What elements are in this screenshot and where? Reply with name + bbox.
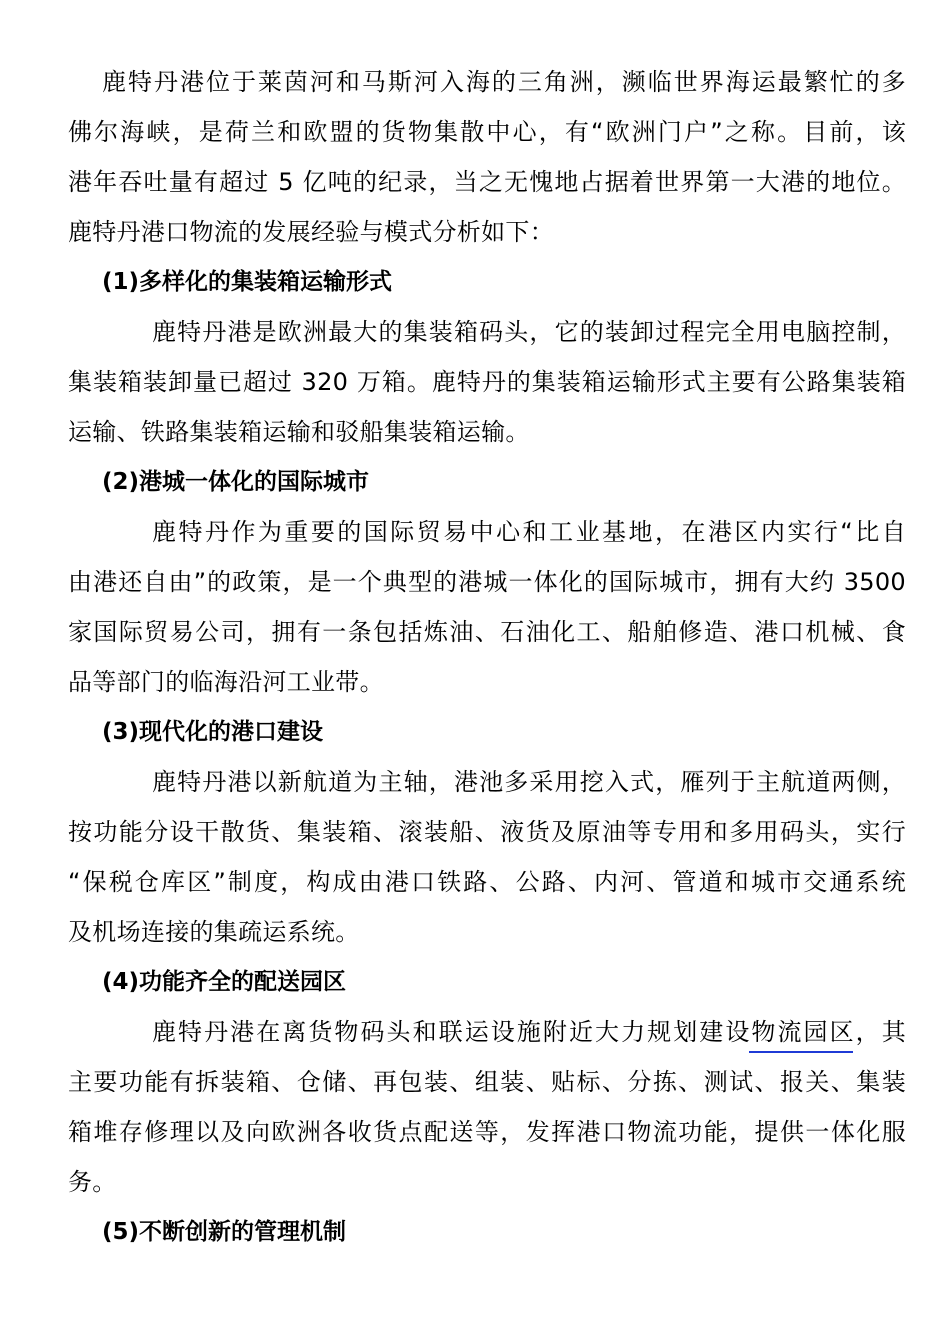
section-heading-1: (1)多样化的集装箱运输形式: [102, 269, 393, 295]
intro-line-4: 鹿特丹港口物流的发展经验与模式分析如下：: [68, 218, 554, 246]
s3-line-1: 鹿特丹港以新航道为主轴，港池多采用挖入式，雁列于主航道两侧，: [152, 768, 906, 796]
section-heading-4: (4)功能齐全的配送园区: [102, 969, 347, 995]
s1-line-3: 运输、铁路集装箱运输和驳船集装箱运输。: [68, 418, 530, 446]
s1-line-2: 集装箱装卸量已超过 320 万箱。鹿特丹的集装箱运输形式主要有公路集装箱: [68, 368, 906, 396]
s2-line-2: 由港还自由”的政策，是一个典型的港城一体化的国际城市，拥有大约 3500: [68, 568, 906, 596]
s4-line-4: 务。: [68, 1168, 117, 1196]
s1-line-1: 鹿特丹港是欧洲最大的集装箱码头，它的装卸过程完全用电脑控制，: [152, 318, 906, 346]
section-heading-2: (2)港城一体化的国际城市: [102, 469, 370, 495]
s2-line-3: 家国际贸易公司，拥有一条包括炼油、石油化工、船舶修造、港口机械、食: [68, 618, 906, 646]
s3-line-3: “保税仓库区”制度，构成由港口铁路、公路、内河、管道和城市交通系统: [68, 868, 906, 896]
s2-line-1: 鹿特丹作为重要的国际贸易中心和工业基地，在港区内实行“比自: [152, 518, 906, 546]
s4-line-1: 鹿特丹港在离货物码头和联运设施附近大力规划建设物流园区，其: [152, 1018, 906, 1046]
s3-line-2: 按功能分设干散货、集装箱、滚装船、液货及原油等专用和多用码头，实行: [68, 818, 906, 846]
section-heading-5: (5)不断创新的管理机制: [102, 1219, 347, 1245]
intro-line-3: 港年吞吐量有超过 5 亿吨的纪录，当之无愧地占据着世界第一大港的地位。: [68, 168, 906, 196]
s2-line-4: 品等部门的临海沿河工业带。: [68, 668, 384, 696]
intro-line-2: 佛尔海峡，是荷兰和欧盟的货物集散中心，有“欧洲门户”之称。目前，该: [68, 118, 906, 146]
s4-line-2: 主要功能有拆装箱、仓储、再包装、组装、贴标、分拣、测试、报关、集装: [68, 1068, 906, 1096]
section-heading-3: (3)现代化的港口建设: [102, 719, 324, 745]
s3-line-4: 及机场连接的集疏运系统。: [68, 918, 360, 946]
link-underline: [749, 1051, 853, 1053]
intro-line-1: 鹿特丹港位于莱茵河和马斯河入海的三角洲，濒临世界海运最繁忙的多: [102, 68, 906, 96]
s4-line-3: 箱堆存修理以及向欧洲各收货点配送等，发挥港口物流功能，提供一体化服: [68, 1118, 906, 1146]
